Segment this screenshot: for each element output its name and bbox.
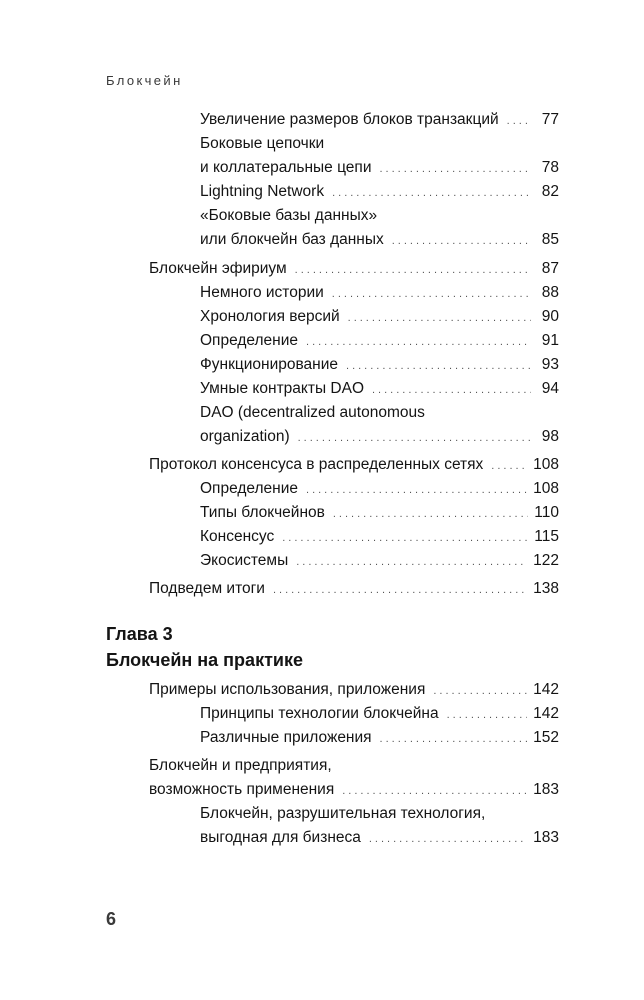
toc-entry-title: Экосистемы: [200, 552, 289, 569]
toc-entry[interactable]: [200, 703, 559, 726]
toc-entry[interactable]: [200, 282, 559, 305]
chapter-number: Глава 3: [106, 624, 173, 644]
toc-leader-dots: [306, 331, 531, 353]
toc-entry-page: 94: [541, 380, 559, 397]
toc-entry-page: 85: [541, 231, 559, 248]
toc-entry-page: 93: [541, 356, 559, 373]
toc-entry[interactable]: [200, 330, 559, 353]
toc-entry-title: Примеры использования, приложения: [149, 681, 426, 698]
toc-section-entry[interactable]: [149, 578, 559, 601]
toc-entry-page: 82: [541, 183, 559, 200]
toc-leader-dots: [433, 680, 527, 702]
toc-leader-dots: [332, 283, 531, 305]
toc-entry-page: 88: [541, 284, 559, 301]
toc-leader-dots: [379, 158, 531, 180]
toc-entry-title: или блокчейн баз данных: [200, 231, 384, 248]
toc-leader-dots: [346, 355, 531, 377]
toc-leader-dots: [372, 379, 531, 401]
toc-entry-title: выгодная для бизнеса: [200, 829, 361, 846]
toc-section-entry[interactable]: [149, 454, 559, 477]
toc-entry[interactable]: [200, 378, 559, 401]
toc-leader-dots: [295, 259, 531, 281]
toc-entry-title: возможность применения: [149, 781, 335, 798]
toc-leader-dots: [333, 503, 528, 525]
toc-entry-page: 142: [533, 705, 559, 722]
toc-entry[interactable]: [200, 727, 559, 750]
toc-entry-page: 110: [534, 504, 559, 521]
toc-entry-title: Умные контракты DAO: [200, 380, 364, 397]
toc-entry[interactable]: [200, 478, 559, 501]
running-head: Блокчейн: [106, 73, 183, 88]
toc-entry-title: DAO (decentralized autonomous: [200, 404, 425, 421]
toc-entry[interactable]: [200, 550, 559, 573]
toc-entry-title: Хронология версий: [200, 308, 340, 325]
toc-entry: [200, 205, 559, 227]
toc-leader-dots: [273, 579, 527, 601]
toc-entry: [200, 803, 559, 825]
toc-section-entry[interactable]: [149, 779, 559, 802]
toc-entry[interactable]: [200, 426, 559, 449]
toc-leader-dots: [296, 551, 527, 573]
toc-entry[interactable]: [200, 306, 559, 329]
chapter-title: Блокчейн на практике: [106, 650, 303, 670]
toc-entry-title: и коллатеральные цепи: [200, 159, 372, 176]
toc-leader-dots: [392, 230, 531, 252]
toc-leader-dots: [348, 307, 531, 329]
toc-entry-title: Блокчейн и предприятия,: [149, 757, 332, 774]
page-number: 6: [106, 909, 117, 929]
toc-entry-title: Блокчейн, разрушительная технология,: [200, 805, 486, 822]
toc-entry: [200, 402, 559, 424]
toc-entry-title: Боковые цепочки: [200, 135, 325, 152]
toc-section-entry[interactable]: [149, 679, 559, 702]
toc-leader-dots: [298, 427, 531, 449]
toc-entry-page: 98: [541, 428, 559, 445]
toc-entry-page: 115: [534, 528, 559, 545]
toc-entry-title: Блокчейн эфириум: [149, 260, 287, 277]
toc-entry-title: Протокол консенсуса в распределенных сетях: [149, 456, 484, 473]
toc-entry-title: Функционирование: [200, 356, 339, 373]
toc-entry-title: Немного истории: [200, 284, 324, 301]
toc-entry-page: 152: [533, 729, 559, 746]
toc-entry-title: Определение: [200, 480, 299, 497]
toc-entry-page: 183: [533, 781, 559, 798]
toc-entry-title: Подведем итоги: [149, 580, 265, 597]
toc-entry-title: Lightning Network: [200, 183, 325, 200]
toc-entry[interactable]: [200, 827, 559, 850]
toc-entry-page: 90: [541, 308, 559, 325]
toc-entry-title: Различные приложения: [200, 729, 372, 746]
toc-entry-page: 108: [533, 480, 559, 497]
toc-entry-page: 138: [533, 580, 559, 597]
toc-entry-page: 142: [533, 681, 559, 698]
toc-leader-dots: [342, 780, 527, 802]
toc-entry-title: Увеличение размеров блоков транзакций: [200, 111, 499, 128]
toc-entry-title: organization): [200, 428, 290, 445]
toc-leader-dots: [507, 110, 531, 132]
toc-entry-page: 87: [541, 260, 559, 277]
toc-leader-dots: [282, 527, 528, 549]
toc-leader-dots: [369, 828, 527, 850]
toc-leader-dots: [332, 182, 531, 204]
toc-section-entry[interactable]: [149, 258, 559, 281]
toc-entry[interactable]: [200, 157, 559, 180]
toc-leader-dots: [380, 728, 528, 750]
toc-entry-title: Принципы технологии блокчейна: [200, 705, 439, 722]
toc-entry-title: Консенсус: [200, 528, 275, 545]
toc-entry[interactable]: [200, 109, 559, 132]
toc-entry-page: 183: [533, 829, 559, 846]
toc-leader-dots: [306, 479, 527, 501]
toc-entry-title: «Боковые базы данных»: [200, 207, 378, 224]
toc-entry[interactable]: [200, 502, 559, 525]
toc-entry[interactable]: [200, 181, 559, 204]
toc-entry-page: 122: [533, 552, 559, 569]
toc-entry[interactable]: [200, 526, 559, 549]
toc-entry[interactable]: [200, 354, 559, 377]
toc-entry-page: 77: [541, 111, 559, 128]
toc-entry-page: 91: [541, 332, 559, 349]
toc-entry[interactable]: [200, 229, 559, 252]
toc-section-entry: [149, 755, 559, 777]
toc-leader-dots: [447, 704, 528, 726]
toc-entry-title: Типы блокчейнов: [200, 504, 325, 521]
toc-entry: [200, 133, 559, 155]
toc-entry-page: 108: [533, 456, 559, 473]
toc-entry-page: 78: [541, 159, 559, 176]
toc-leader-dots: [491, 455, 527, 477]
toc-entry-title: Определение: [200, 332, 299, 349]
